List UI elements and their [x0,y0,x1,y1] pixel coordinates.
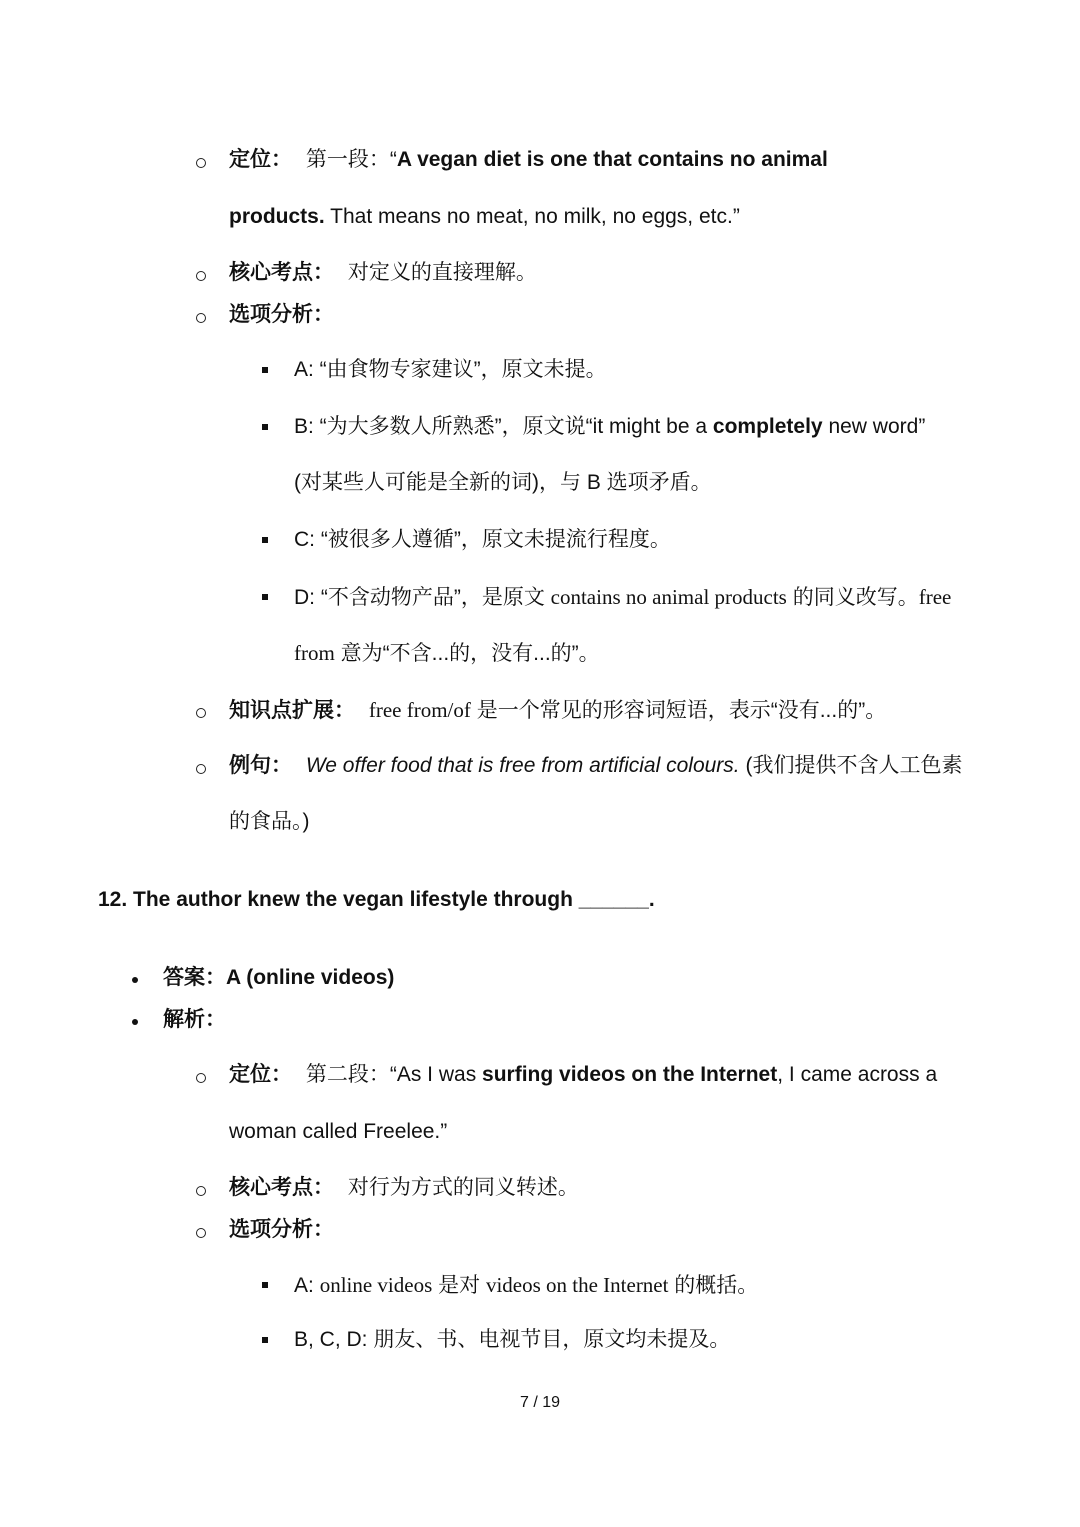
answer-line [163,963,394,993]
question-12-title: 12. The author knew the vegan lifestyle through ______. [98,888,655,911]
option-d-text-1: D: “不含动物产品”，是原文 [294,586,551,609]
option-b-text-1: B: “为大多数人所熟悉”，原文说“it might be a [294,415,713,438]
q12-options-label-line [229,1215,334,1245]
q12-core-text: 对行为方式的同义转述。 [347,1176,579,1199]
q12-option-a-serif-1: online videos [319,1273,433,1297]
option-a [294,355,607,385]
locate-quote-bold-2: products. [229,205,325,228]
sub-bullet-circle [196,271,206,281]
extension-label: 知识点扩展： [229,699,355,722]
q12-option-bcd-text: B, C, D: 朋友、书、电视节目，原文均未提及。 [294,1328,731,1351]
answer-value: A (online videos) [226,966,395,989]
option-d-serif: contains no animal products [550,585,787,609]
q12-option-a-text-1: A: [294,1274,320,1297]
core-point-line [229,258,537,288]
example-translation-1: (我们提供不含人工色素 [739,754,963,777]
option-d-text-3: 意为“不含...的，没有...的”。 [334,642,600,665]
option-d-serif-3: from [294,641,335,665]
locate-label: 定位： [229,148,292,171]
extension-phrase: free from/of [368,698,471,722]
option-b-bold: completely [712,415,823,438]
locate-quote-bold: A vegan diet is one that contains no animal [396,148,828,171]
page-number: 7 / 19 [519,1394,561,1411]
q12-option-bcd [294,1325,730,1355]
option-d-serif-2: free [918,585,952,609]
sub-bullet-circle [196,1228,206,1238]
option-c-text: C: “被很多人遵循”，原文未提流行程度。 [294,528,671,551]
q12-locate-line-1 [229,1060,937,1090]
q12-locate-label: 定位： [229,1063,292,1086]
sub-bullet-circle [196,764,206,774]
locate-quote-rest: That means no meat, no milk, no eggs, etc.” [324,205,740,228]
sub-bullet-circle [196,158,206,168]
options-label-line [229,300,334,330]
q12-options-label: 选项分析： [229,1218,334,1241]
option-c [294,525,671,555]
option-d-line-1 [294,582,951,613]
square-bullet [262,537,268,543]
square-bullet [262,424,268,430]
q12-option-a-text-2: 是对 [432,1274,486,1297]
square-bullet [262,1337,268,1343]
extension-line [229,695,886,726]
core-label: 核心考点： [229,261,334,284]
quote-mark: “ [389,148,397,171]
bullet-dot [132,977,138,983]
q12-option-a-text-3: 的概括。 [668,1274,759,1297]
sub-bullet-circle [196,708,206,718]
core-text: 对定义的直接理解。 [347,261,537,284]
q12-option-a-serif-2: videos on the Internet [485,1273,669,1297]
option-d-text-2: 的同义改写。 [786,586,919,609]
option-a-text: A: “由食物专家建议”，原文未提。 [294,358,607,381]
options-label: 选项分析： [229,303,334,326]
option-b-text-3: (对某些人可能是全新的词)，与 B 选项矛盾。 [294,471,712,494]
option-d-line-2 [294,638,600,669]
locate-paragraph: 第一段： [305,148,390,171]
option-b-text-2: new word” [822,415,926,438]
example-label: 例句： [229,754,292,777]
q12-locate-paragraph: 第二段： [305,1063,390,1086]
example-line-1 [229,751,962,781]
q12-locate-text-2: , I came across a [777,1063,938,1086]
sub-bullet-circle [196,1073,206,1083]
bullet-dot [132,1019,138,1025]
sub-bullet-circle [196,313,206,323]
square-bullet [262,367,268,373]
example-translation-2: 的食品。) [229,810,310,833]
answer-label: 答案： [163,966,226,989]
extension-text: 是一个常见的形容词短语，表示“没有...的”。 [470,699,887,722]
example-line-2 [229,807,310,837]
option-b-line-2 [294,468,712,498]
analysis-label: 解析： [163,1008,226,1031]
q12-locate-bold: surfing videos on the Internet [482,1063,778,1086]
square-bullet [262,1282,268,1288]
square-bullet [262,594,268,600]
locate-line-1 [229,145,828,175]
q12-locate-text-1: “As I was [389,1063,483,1086]
sub-bullet-circle [196,1186,206,1196]
example-sentence: We offer food that is free from artificial colours. [305,754,740,777]
q12-option-a [294,1270,758,1301]
q12-core-label: 核心考点： [229,1176,334,1199]
locate-line-2 [229,202,740,232]
q12-locate-line-2 [229,1117,447,1147]
option-b-line-1 [294,412,925,442]
analysis-label-line [163,1005,226,1035]
q12-locate-text-3: woman called Freelee.” [229,1120,448,1143]
q12-core-line [229,1173,579,1203]
